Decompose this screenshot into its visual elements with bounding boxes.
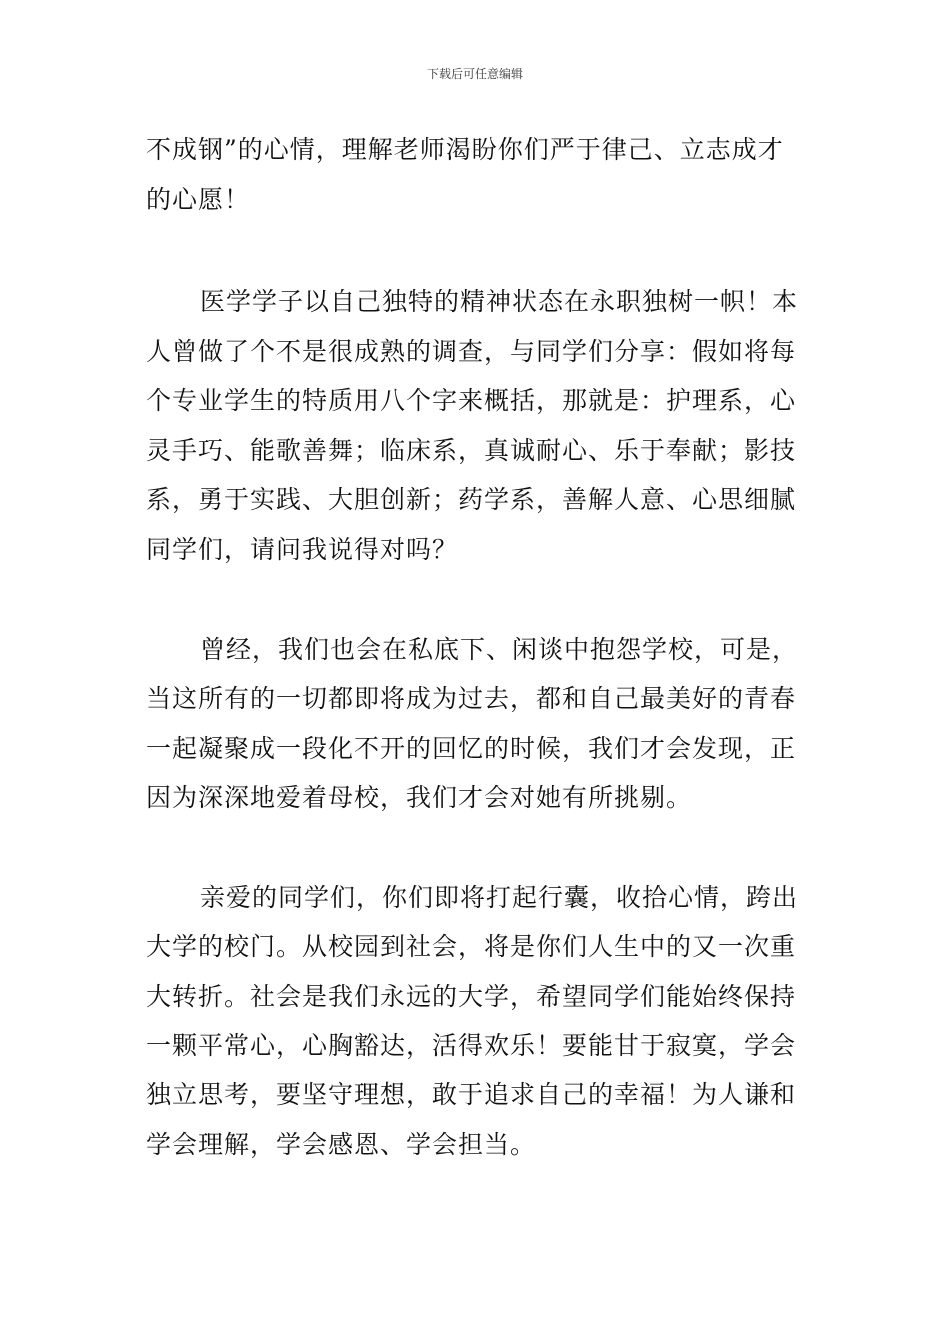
paragraph-2-line-3: 个专业学生的特质用八个字来概括，那就是：护理系，心: [146, 386, 797, 415]
paragraph-4-line-6: 学会理解，学会感恩、学会担当。: [146, 1130, 537, 1159]
paragraph-4-line-5: 独立思考，要坚守理想，敢于追求自己的幸福！为人谦和: [146, 1080, 797, 1109]
paragraph-4-line-2: 大学的校门。从校园到社会，将是你们人生中的又一次重: [146, 932, 797, 961]
paragraph-4-line-1: 亲爱的同学们，你们即将打起行囊，收拾心情，跨出: [200, 883, 799, 912]
paragraph-3-line-3: 一起凝聚成一段化不开的回忆的时候，我们才会发现，正: [146, 734, 797, 763]
paragraph-1-line-2: 的心愿！: [146, 185, 251, 214]
paragraph-3-line-1: 曾经，我们也会在私底下、闲谈中抱怨学校，可是，: [200, 635, 799, 664]
page-header: 下载后可任意编辑: [426, 67, 523, 81]
paragraph-4-line-3: 大转折。社会是我们永远的大学，希望同学们能始终保持: [146, 982, 797, 1011]
paragraph-3-line-2: 当这所有的一切都即将成为过去，都和自己最美好的青春: [146, 684, 797, 713]
paragraph-2-line-4: 灵手巧、能歌善舞；临床系，真诚耐心、乐于奉献；影技: [146, 436, 797, 465]
paragraph-2-line-5: 系，勇于实践、大胆创新；药学系，善解人意、心思细腻: [146, 485, 797, 514]
paragraph-2-line-2: 人曾做了个不是很成熟的调查，与同学们分享：假如将每: [146, 337, 797, 366]
paragraph-3-line-4: 因为深深地爱着母校，我们才会对她有所挑剔。: [146, 783, 693, 812]
paragraph-2-line-1: 医学学子以自己独特的精神状态在永职独树一帜！本: [200, 287, 799, 316]
paragraph-2-line-6: 同学们，请问我说得对吗？: [146, 535, 459, 564]
paragraph-4-line-4: 一颗平常心，心胸豁达，活得欢乐！要能甘于寂寞，学会: [146, 1031, 797, 1060]
paragraph-1-line-1: 不成钢”的心情，理解老师渴盼你们严于律己、立志成才: [146, 135, 784, 164]
